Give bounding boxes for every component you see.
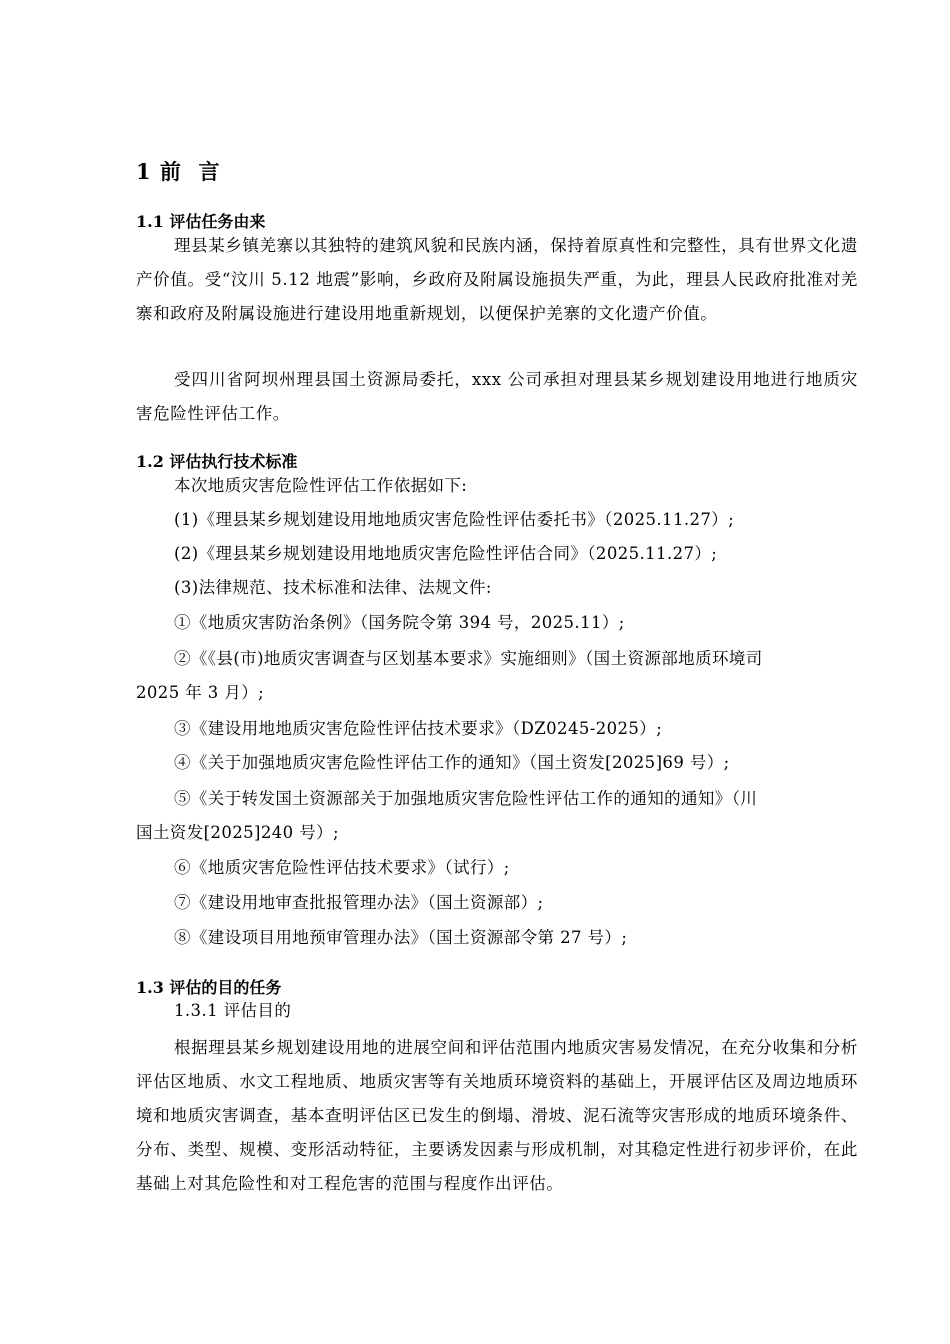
regulation-item-8: ⑧《建设项目用地预审管理办法》（国土资源部令第 27 号）; xyxy=(174,928,628,947)
section-1-1-paragraph-2: 受四川省阿坝州理县国土资源局委托，xxx 公司承担对理县某乡规划建设用地进行地质灾害危险性评估工作。 xyxy=(136,370,858,423)
section-1-2-intro: 本次地质灾害危险性评估工作依据如下: xyxy=(174,476,468,495)
regulation-item-3: ③《建设用地地质灾害危险性评估技术要求》（DZ0245-2025）; xyxy=(174,719,663,738)
regulation-item-6: ⑥《地质灾害危险性评估技术要求》（试行）; xyxy=(174,858,510,877)
section-1-1-title: 1.1 评估任务由来 xyxy=(136,212,266,231)
section-1-2-title: 1.2 评估执行技术标准 xyxy=(136,452,298,471)
regulation-item-4: ④《关于加强地质灾害危险性评估工作的通知》（国土资发[2025]69 号）; xyxy=(174,753,730,772)
subsection-1-3-1-title: 1.3.1 评估目的 xyxy=(174,1001,292,1020)
section-1-1-paragraph-1: 理县某乡镇羌寨以其独特的建筑风貌和民族内涵，保持着原真性和完整性，具有世界文化遗产价值。受“汶川 5.12 地震”影响，乡政府及附属设施损失严重，为此，理县人民政府批准对羌寨和政府及附属设施进行建设用地重新规划，以便保护羌寨的文化遗产价值。 xyxy=(136,236,858,323)
regulation-item-2: ②《《县(市)地质灾害调查与区划基本要求》实施细则》（国土资源部地质环境司 xyxy=(174,649,763,668)
regulation-item-7: ⑦《建设用地审查批报管理办法》（国土资源部）; xyxy=(174,893,544,912)
reference-item-2: (2)《理县某乡规划建设用地地质灾害危险性评估合同》（2025.11.27）; xyxy=(174,544,718,563)
section-1-3-title: 1.3 评估的目的任务 xyxy=(136,978,282,997)
regulation-item-2-continued: 2025 年 3 月）; xyxy=(136,683,265,702)
regulation-item-1: ①《地质灾害防治条例》（国务院令第 394 号，2025.11）; xyxy=(174,613,625,632)
regulation-item-5-continued: 国土资发[2025]240 号）; xyxy=(136,823,339,842)
reference-item-3: (3)法律规范、技术标准和法律、法规文件: xyxy=(174,578,492,597)
chapter-heading: 1 前 言 xyxy=(136,159,221,184)
section-1-3-paragraph: 根据理县某乡规划建设用地的进展空间和评估范围内地质灾害易发情况，在充分收集和分析评估区地质、水文工程地质、地质灾害等有关地质环境资料的基础上，开展评估区及周边地质环境和地质灾害调查，基本查明评估区已发生的倒塌、滑坡、泥石流等灾害形成的地质环境条件、分布、类型、规模、变形活动特征，主要诱发因素与形成机制，对其稳定性进行初步评价，在此基础上对其危险性和对工程危害的范围与程度作出评估。 xyxy=(136,1038,858,1193)
reference-item-1: (1)《理县某乡规划建设用地地质灾害危险性评估委托书》（2025.11.27）; xyxy=(174,510,735,529)
regulation-item-5: ⑤《关于转发国土资源部关于加强地质灾害危险性评估工作的通知的通知》（川 xyxy=(174,789,758,808)
